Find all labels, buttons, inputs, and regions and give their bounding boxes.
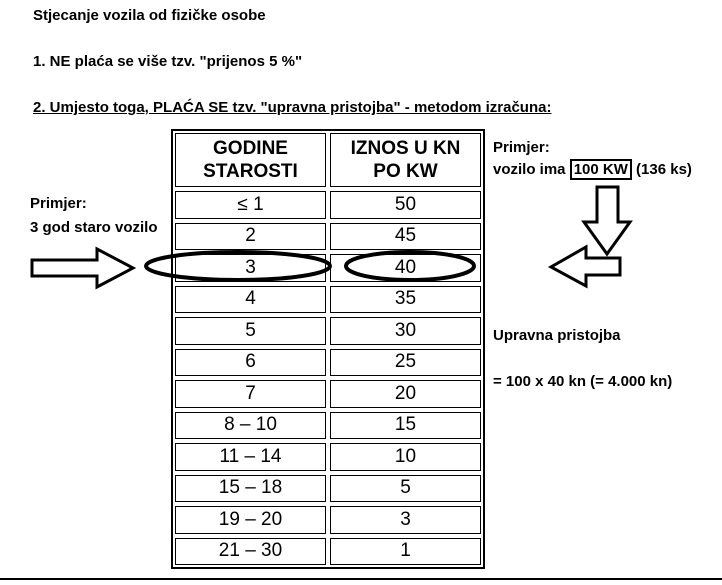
age-cell: 8 – 10 xyxy=(175,412,326,440)
example-left-text: 3 god staro vozilo xyxy=(30,219,158,236)
example-right-text: vozilo ima 100 KW (136 ks) xyxy=(493,161,692,178)
age-cell: 3 xyxy=(175,254,326,282)
kw-highlight-box: 100 KW xyxy=(570,159,632,180)
amount-cell: 25 xyxy=(330,349,481,377)
age-cell: 21 – 30 xyxy=(175,538,326,566)
age-cell: 2 xyxy=(175,223,326,251)
point-two: 2. Umjesto toga, PLAĆA SE tzv. "upravna pristojba" - metodom izračuna: xyxy=(33,99,552,116)
amount-cell: 15 xyxy=(330,412,481,440)
fee-title: Upravna pristojba xyxy=(493,327,621,344)
age-cell: 6 xyxy=(175,349,326,377)
header-age: GODINE STAROSTI xyxy=(175,133,326,187)
amount-cell: 30 xyxy=(330,317,481,345)
header-amount: IZNOS U KN PO KW xyxy=(330,133,481,187)
age-cell: 5 xyxy=(175,317,326,345)
amount-cell: 40 xyxy=(330,254,481,282)
age-cell: 11 – 14 xyxy=(175,443,326,471)
amount-cell: 1 xyxy=(330,538,481,566)
fee-calculation: = 100 x 40 kn (= 4.000 kn) xyxy=(493,373,673,390)
age-cell: 4 xyxy=(175,286,326,314)
amount-cell: 5 xyxy=(330,475,481,503)
amount-cell: 20 xyxy=(330,380,481,408)
bottom-divider xyxy=(0,578,722,580)
highlight-ellipse-amount xyxy=(346,252,474,280)
age-cell: 7 xyxy=(175,380,326,408)
amount-cell: 50 xyxy=(330,191,481,219)
amount-cell: 3 xyxy=(330,506,481,534)
amount-cell: 35 xyxy=(330,286,481,314)
arrow-down-icon xyxy=(584,187,630,254)
example-right-title: Primjer: xyxy=(493,139,550,156)
age-cell: 15 – 18 xyxy=(175,475,326,503)
amount-cell: 10 xyxy=(330,443,481,471)
amount-cell: 45 xyxy=(330,223,481,251)
page-heading: Stjecanje vozila od fizičke osobe xyxy=(33,7,266,24)
point-one: 1. NE plaća se više tzv. "prijenos 5 %" xyxy=(33,53,303,70)
highlight-ellipse-age xyxy=(146,252,330,280)
arrow-right-icon xyxy=(32,249,133,287)
example-left-title: Primjer: xyxy=(30,195,87,212)
age-cell: 19 – 20 xyxy=(175,506,326,534)
age-cell: ≤ 1 xyxy=(175,191,326,219)
